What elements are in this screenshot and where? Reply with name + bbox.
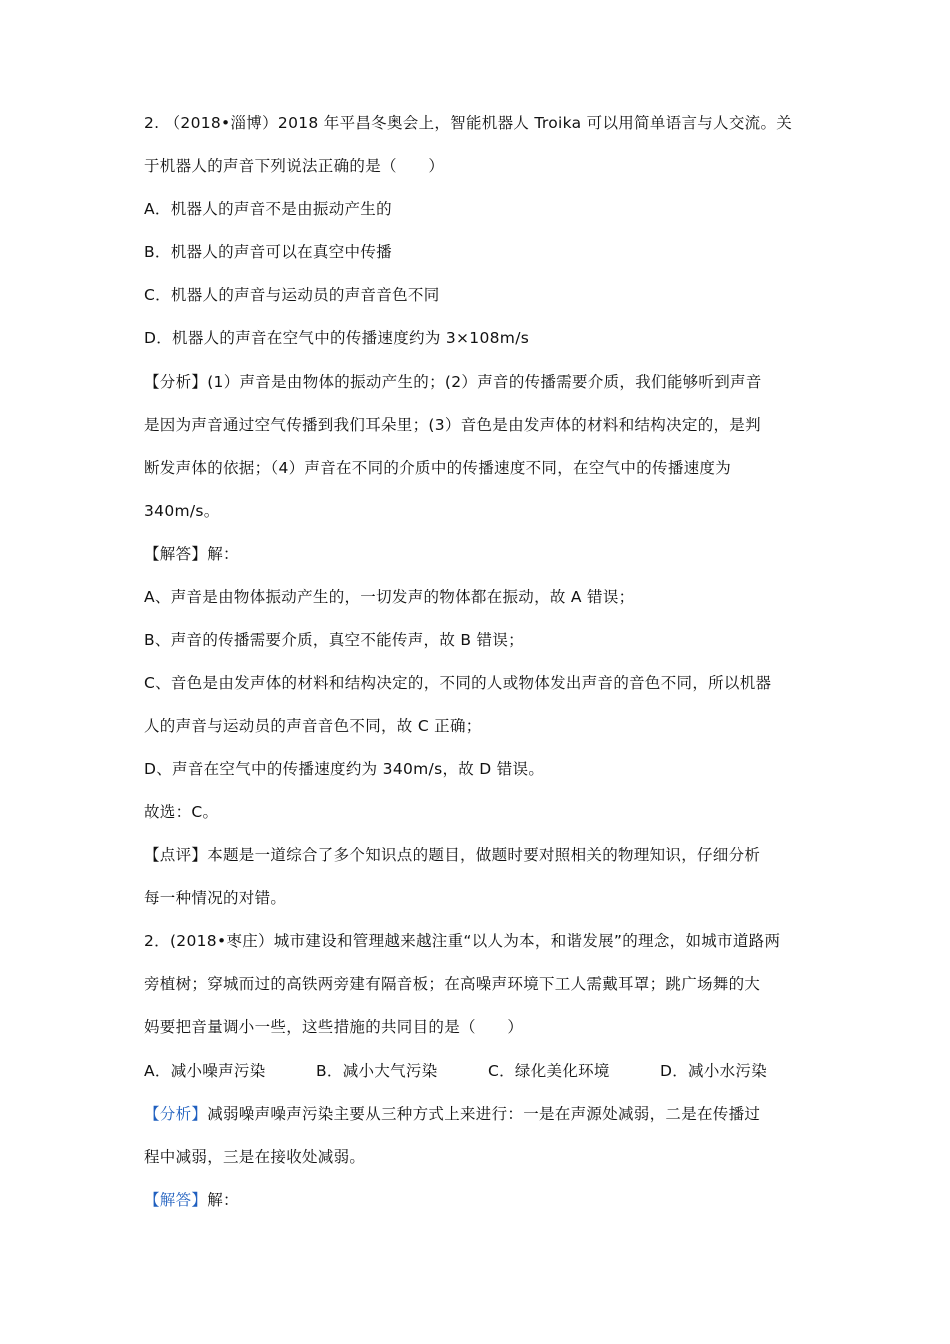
q1-answer-d: D、声音在空气中的传播速度约为 340m/s，故 D 错误。 [144,760,545,778]
q2-option-c: C．绿化美化环境 [488,1062,610,1080]
q2-answer-text: 解： [207,1191,239,1209]
q1-option-d: D．机器人的声音在空气中的传播速度约为 3×108m/s [144,329,530,347]
q1-answer-c-line2: 人的声音与运动员的声音音色不同，故 C 正确； [144,717,482,735]
q2-stem-line1: 2．(2018•枣庄）城市建设和管理越来越注重“以人为本，和谐发展”的理念，如城市道路两 [144,932,781,950]
q1-stem-line2: 于机器人的声音下列说法正确的是（ ） [144,157,445,175]
q1-analysis-line2: 是因为声音通过空气传播到我们耳朵里；(3）音色是由发声体的材料和结构决定的，是判 [144,416,761,434]
q1-comment-line1: 【点评】本题是一道综合了多个知识点的题目，做题时要对照相关的物理知识，仔细分析 [144,846,761,864]
q1-answer-heading: 【解答】解： [144,545,239,563]
q2-options-row [144,1061,767,1081]
q2-analysis-label: 【分析】 [144,1105,208,1123]
q1-option-c: C．机器人的声音与运动员的声音音色不同 [144,286,440,304]
q2-option-d: D．减小水污染 [660,1062,768,1080]
q1-analysis-line3: 断发声体的依据；（4）声音在不同的介质中的传播速度不同，在空气中的传播速度为 [144,459,732,477]
q2-analysis-line2: 程中减弱，三是在接收处减弱。 [144,1148,366,1166]
q1-answer-b: B、声音的传播需要介质，真空不能传声，故 B 错误； [144,631,524,649]
q2-stem-line3: 妈要把音量调小一些，这些措施的共同目的是（ ） [144,1018,524,1036]
q1-comment-line2: 每一种情况的对错。 [144,889,287,907]
q2-option-b: B．减小大气污染 [316,1062,438,1080]
q1-option-a: A．机器人的声音不是由振动产生的 [144,200,392,218]
q1-analysis-line1: 【分析】(1）声音是由物体的振动产生的；(2）声音的传播需要介质，我们能够听到声音 [144,373,762,391]
q1-stem-line1: 2. （2018•淄博）2018 年平昌冬奥会上，智能机器人 Troika 可以用简单语言与人交流。关 [144,114,793,132]
q2-stem-line2: 旁植树；穿城而过的高铁两旁建有隔音板；在高噪声环境下工人需戴耳罩；跳广场舞的大 [144,975,761,993]
q1-choice: 故选：C。 [144,803,219,821]
q2-answer-line [144,1190,239,1210]
q1-analysis-line4: 340m/s。 [144,502,220,520]
q1-option-b: B．机器人的声音可以在真空中传播 [144,243,392,261]
q2-analysis-line1 [144,1104,760,1124]
q2-option-a: A．减小噪声污染 [144,1062,266,1080]
q1-answer-c-line1: C、音色是由发声体的材料和结构决定的，不同的人或物体发出声音的音色不同，所以机器 [144,674,772,692]
q1-answer-a: A、声音是由物体振动产生的，一切发声的物体都在振动，故 A 错误； [144,588,635,606]
q2-answer-label: 【解答】 [144,1191,208,1209]
q2-analysis-text: 减弱噪声噪声污染主要从三种方式上来进行：一是在声源处减弱，二是在传播过 [207,1105,761,1123]
